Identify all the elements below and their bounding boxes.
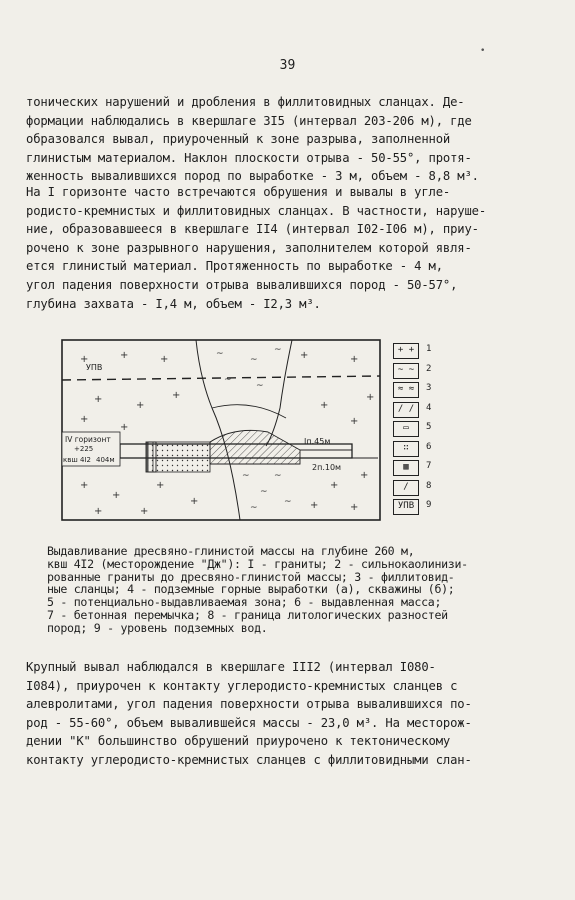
legend-number: 9 [426, 500, 432, 510]
paragraph-3 [26, 658, 556, 770]
svg-text:+: + [80, 480, 89, 491]
horizon-label: IV горизонт [65, 435, 111, 444]
svg-text:+: + [160, 354, 169, 365]
concrete-bulkhead [146, 442, 156, 472]
svg-text:~: ~ [284, 497, 292, 507]
legend-symbol: ~ ~ [393, 363, 419, 379]
legend-item [393, 499, 449, 516]
svg-text:~: ~ [260, 487, 268, 497]
svg-text:+: + [136, 400, 145, 411]
figure-caption [47, 545, 575, 635]
svg-text:+: + [320, 400, 329, 411]
text-line: ние, образовавшееся в квершлаге II4 (интервал I02-I06 м), приу- [26, 222, 479, 237]
svg-text:~: ~ [250, 355, 258, 365]
distance-label: 404м [96, 456, 115, 464]
svg-text:+: + [190, 496, 199, 507]
svg-text:+: + [300, 350, 309, 361]
svg-text:+: + [350, 416, 359, 427]
svg-text:+: + [112, 490, 121, 501]
legend-symbol: + + [393, 343, 419, 359]
caption-line: квш 4I2 (месторождение "Дж"): I - граниты; 2 - сильнокаолинизи- [47, 556, 468, 571]
text-line: тонических нарушений и дробления в филлитовидных сланцах. Де- [26, 95, 465, 109]
potential-zone [148, 442, 210, 472]
legend-symbol: УПВ [393, 499, 419, 515]
svg-text:~: ~ [224, 375, 232, 385]
svg-text:+: + [94, 506, 103, 517]
svg-text:+: + [94, 394, 103, 405]
text-line: глинистым материалом. Наклон плоскости отрыва - 50-55°, протя- [26, 150, 472, 165]
text-line: угол падения поверхности отрыва вывалившихся пород - 50-57°, [26, 277, 458, 292]
svg-text:+: + [350, 502, 359, 513]
text-line: глубина захвата - I,4 м, объем - I2,3 м³. [26, 296, 321, 311]
geological-section-figure [60, 338, 442, 524]
borehole-1-label: Iп.45м [304, 437, 331, 446]
legend-number: 7 [426, 461, 432, 471]
legend-item [393, 402, 449, 419]
text-line: I084), приурочен к контакту углеродисто-кремнистых сланцев с [26, 678, 458, 693]
legend-symbol: / / [393, 402, 419, 418]
text-line: контакту углеродисто-кремнистых сланцев с филлитовидными слан- [26, 752, 472, 767]
svg-text:~: ~ [274, 471, 282, 481]
text-line: формации наблюдались в квершлаге 3I5 (интервал 203-206 м), где [26, 113, 472, 128]
legend-item [393, 441, 449, 458]
figure-legend [393, 343, 449, 519]
text-line: На I горизонте часто встречаются обрушения и вывалы в угле- [26, 185, 451, 199]
svg-text:+: + [330, 480, 339, 491]
svg-text:+: + [80, 354, 89, 365]
paragraph-2 [26, 183, 556, 313]
legend-number: 8 [426, 480, 432, 491]
text-line: женность вывалившихся пород по выработке - 3 м, объем - 8,8 м³. [26, 169, 479, 184]
drift-label: квш 4I2 [63, 456, 91, 464]
page-number: 39 [279, 58, 296, 73]
svg-text:~: ~ [256, 381, 264, 391]
text-line: родисто-кремнистых и филлитовидных сланцах. В частности, наруше- [26, 203, 486, 218]
legend-symbol: ≈ ≈ [393, 382, 419, 398]
svg-text:~: ~ [250, 503, 258, 513]
water-table-label: УПВ [86, 363, 103, 372]
svg-text:+: + [80, 414, 89, 425]
legend-number: 1 [426, 344, 432, 354]
corner-mark: • [480, 46, 486, 56]
caption-line: 5 - потенциально-выдавливаемая зона; 6 - выдавленная масса; [47, 595, 442, 610]
water-table-line [62, 376, 380, 380]
svg-text:+: + [156, 480, 165, 491]
svg-text:+: + [120, 422, 129, 433]
caption-line: пород; 9 - уровень подземных вод. [47, 620, 268, 635]
svg-text:+: + [310, 500, 319, 511]
lithology-boundary [196, 340, 240, 520]
svg-text:+: + [172, 390, 181, 401]
paragraph-1 [26, 93, 556, 186]
svg-text:~: ~ [216, 349, 224, 359]
legend-item [393, 480, 449, 497]
legend-number: 3 [426, 383, 432, 393]
lithology-boundary [212, 405, 286, 418]
caption-line: 7 - бетонная перемычка; 8 - граница литологических разностей [47, 607, 448, 622]
legend-item [393, 343, 449, 360]
text-line: род - 55-60°, объем вывалившейся массы - 23,0 м³. На месторож- [26, 715, 472, 730]
kaolinized-pattern [216, 345, 292, 513]
svg-text:~: ~ [274, 345, 282, 355]
elevation-label: +225 [74, 445, 94, 453]
svg-text:+: + [350, 354, 359, 365]
legend-symbol: ▦ [393, 460, 419, 476]
text-line: алевролитами, угол падения поверхности отрыва вывалившихся по- [26, 697, 472, 712]
legend-symbol: ∷ [393, 441, 419, 457]
borehole-2-label: 2п.10м [312, 463, 342, 472]
legend-number: 2 [426, 363, 432, 374]
legend-item [393, 460, 449, 477]
svg-text:+: + [140, 506, 149, 517]
caption-line: ные сланцы; 4 - подземные горные выработки (а), скважины (б); [47, 582, 455, 597]
extruded-mass [210, 430, 300, 464]
legend-number: 5 [426, 422, 432, 432]
text-line: дении "К" большинство обрушений приурочено к тектоническому [26, 734, 451, 749]
legend-number: 4 [426, 402, 432, 413]
svg-text:~: ~ [242, 471, 250, 481]
legend-item [393, 421, 449, 438]
legend-number: 6 [426, 441, 432, 452]
legend-item [393, 363, 449, 380]
svg-text:+: + [366, 392, 375, 403]
text-line: Крупный вывал наблюдался в квершлаге III2 (интервал I080- [26, 660, 436, 674]
lithology-boundary [266, 340, 292, 446]
caption-line: Выдавливание дресвяно-глинистой массы на глубине 260 м, [47, 544, 415, 558]
text-line: ется глинистый материал. Протяженность по выработке - 4 м, [26, 259, 443, 274]
svg-text:+: + [120, 350, 129, 361]
text-line: образовался вывал, приуроченный к зоне разрыва, заполненной [26, 132, 451, 147]
legend-symbol: ▭ [393, 421, 419, 437]
legend-symbol: / [393, 480, 419, 496]
text-line: рочено к зоне разрывного нарушения, заполнителем которой явля- [26, 240, 472, 255]
legend-item [393, 382, 449, 399]
svg-text:+: + [360, 470, 369, 481]
caption-line: рованные граниты до дресвяно-глинистой массы; 3 - филлитовид- [47, 569, 455, 584]
